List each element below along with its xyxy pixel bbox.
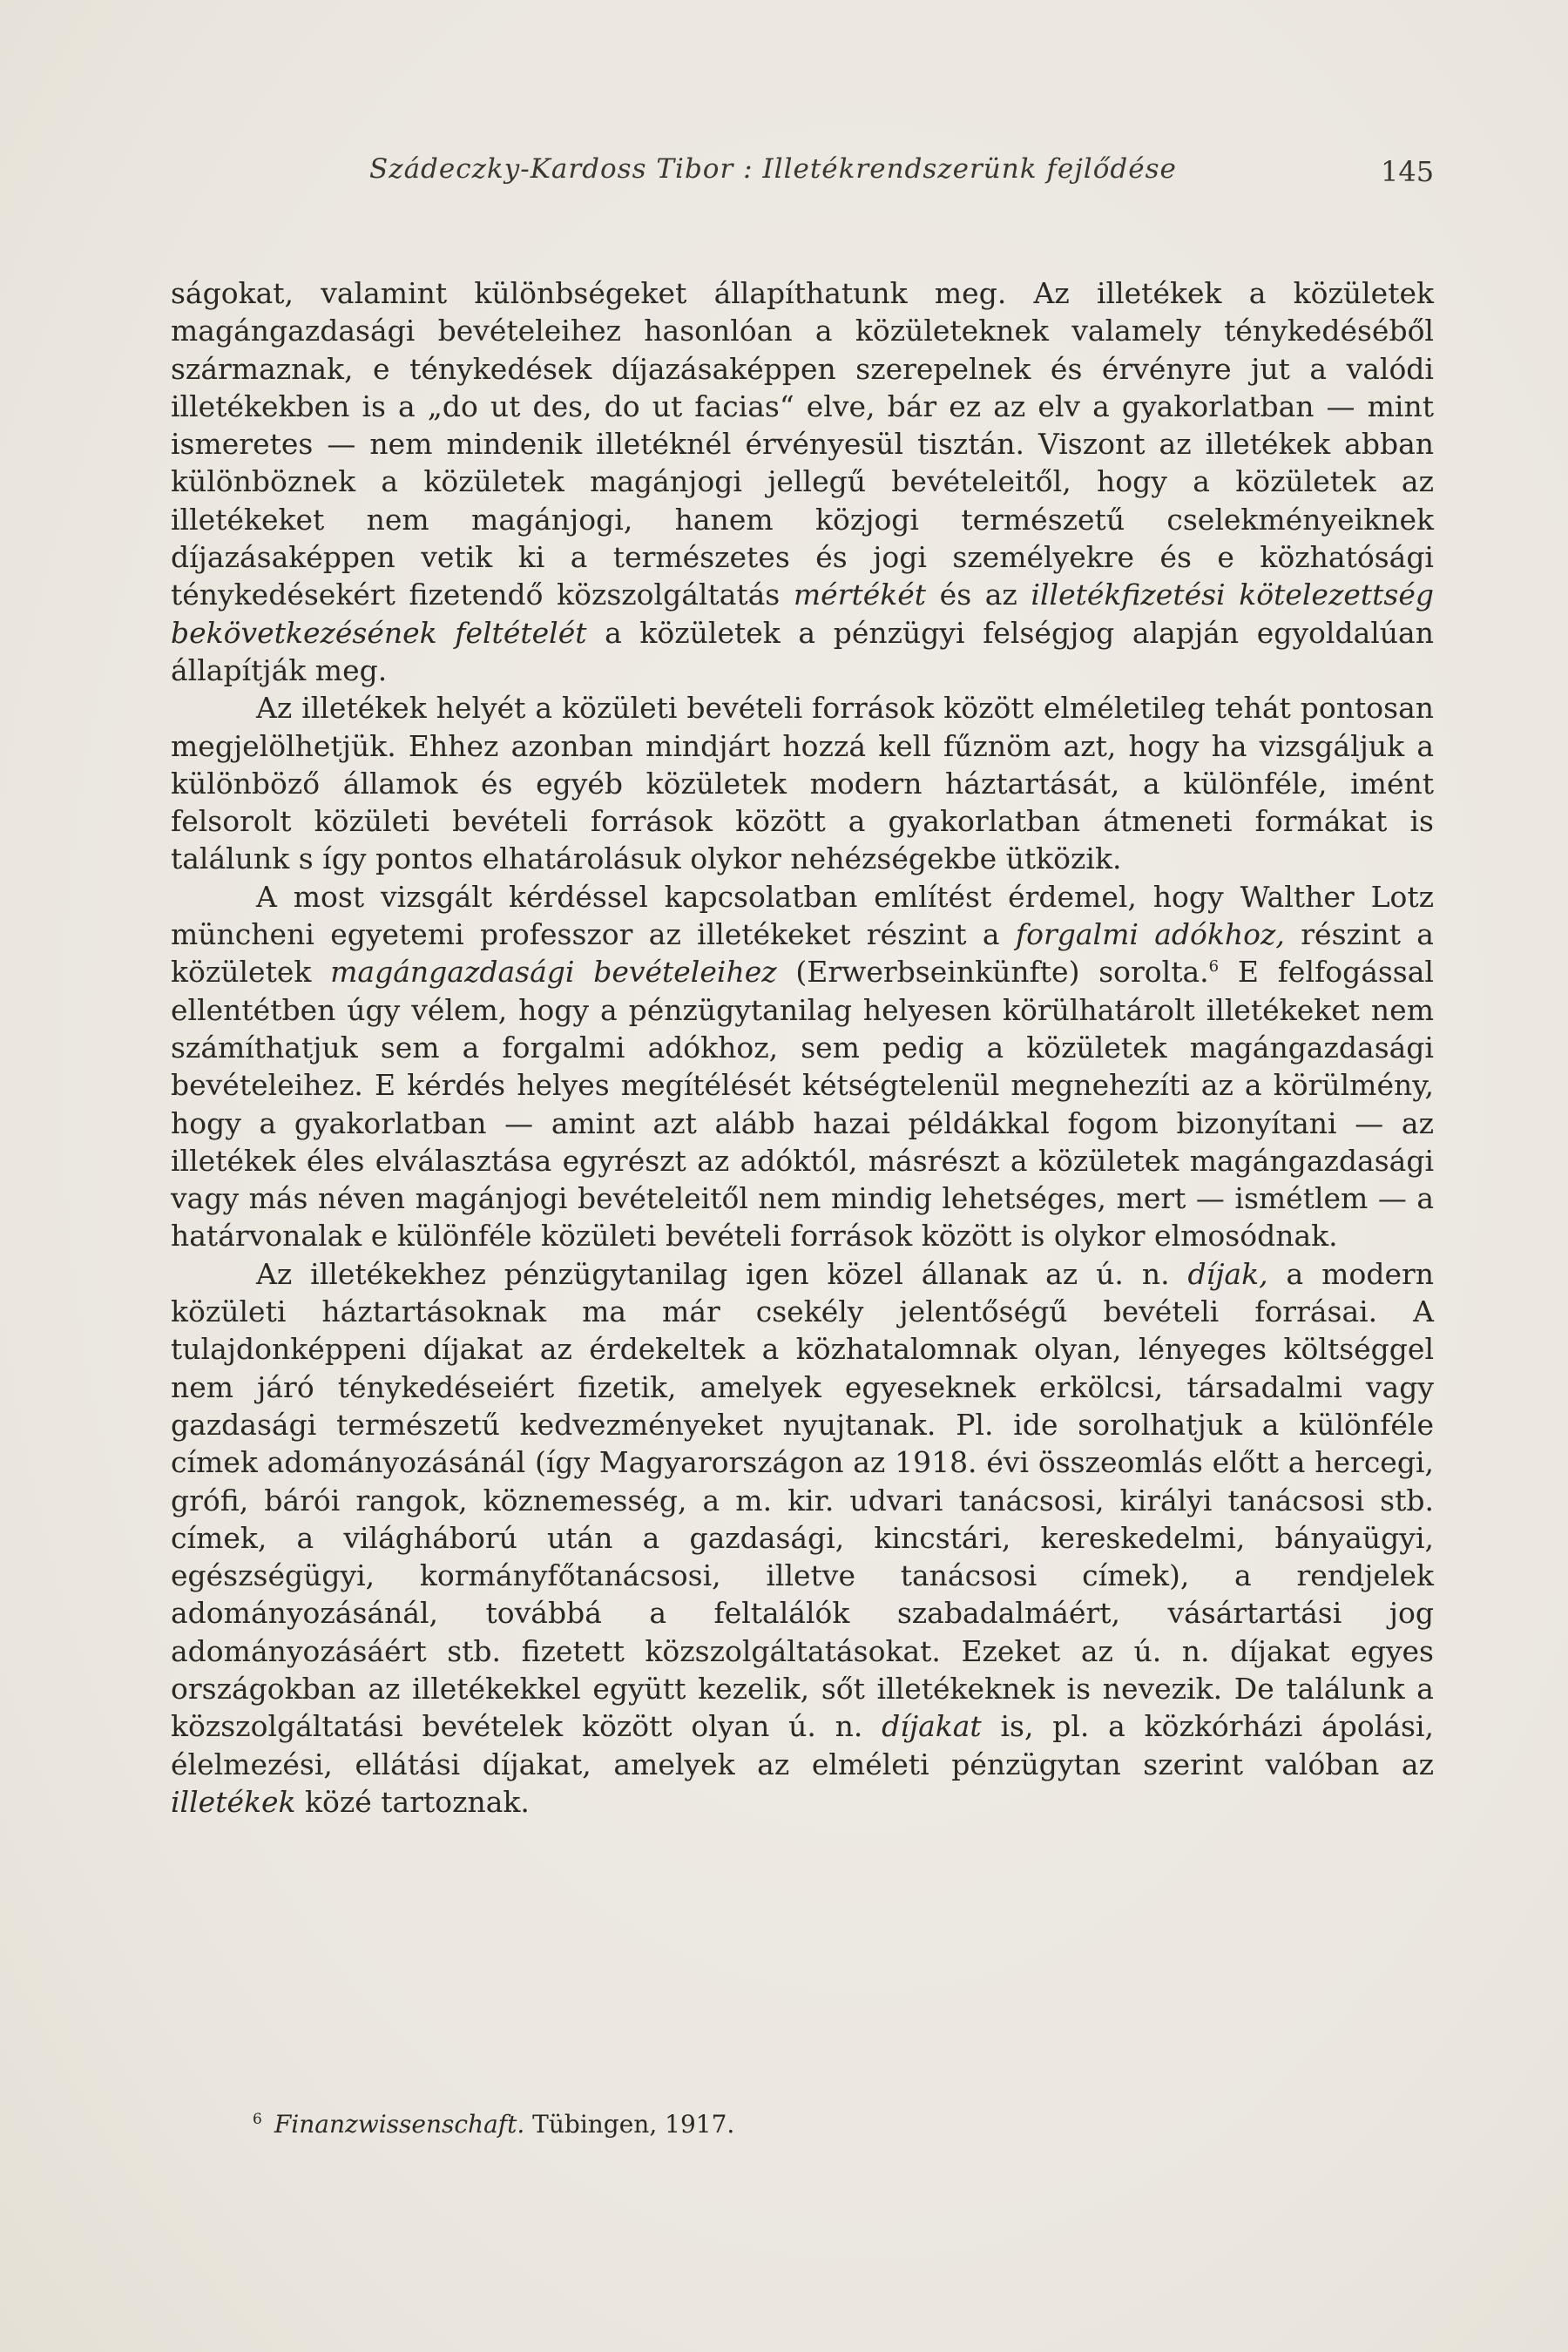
text-run: ságokat, valamint különbségeket állapíthatunk meg. Az illetékek a közületek magángazdasági bevételeihez hasonlóan a közületeknek valamely ténykedéséből származnak, e ténykedések díjazásaképpen szerepelnek és érvényre jut a valódi illetékekben is a „do ut des, do ut facias“ elve, bár ez az elv a gyakorlatban — mint ismeretes — nem mindenik illetéknél érvényesül tisztán. Viszont az illetékek abban különböznek a közületek magánjogi jellegű bevételeitől, hogy a közületek az illetékeket nem magánjogi, hanem közjogi természetű cselekményeiknek díjazásaképpen vetik ki a természetes és jogi személyekre és e közhatósági ténykedésekért fizetendő közszolgáltatás <box>171 276 1434 612</box>
paragraph <box>171 689 1434 877</box>
text-run: és az <box>926 578 1031 612</box>
text-run: Az illetékekhez pénzügytanilag igen közel állanak az ú. n. <box>256 1256 1188 1291</box>
body-text <box>171 274 1434 1821</box>
paragraph <box>171 1255 1434 1821</box>
italic-run: mértékét <box>793 578 927 612</box>
italic-run: díjakat <box>882 1709 982 1744</box>
paragraph <box>171 878 1434 1255</box>
italic-run: illetékek <box>171 1784 296 1819</box>
running-head-title: Szádeczky-Kardoss Tibor : Illetékrendszerünk fejlődése <box>369 153 1177 185</box>
text-run: közé tartoznak. <box>295 1784 530 1819</box>
italic-run: forgalmi adókhoz, <box>1015 917 1285 952</box>
text-run: Az illetékek helyét a közületi bevételi források között elméletileg tehát pontosan megjelölhetjük. Ehhez azonban mindjárt hozzá kell fűznöm azt, hogy ha vizsgáljuk a különböző államok és egyéb közületek modern háztartását, a különféle, imént felsorolt közületi bevételi források között a gyakorlatban átmeneti formákat is találunk s így pontos elhatárolásuk olykor nehézségekbe ütközik. <box>171 691 1434 876</box>
italic-run: magángazdasági bevételeihez <box>330 955 777 990</box>
footnote-text: Tübingen, 1917. <box>524 2110 735 2139</box>
footnote-title: Finanzwissenschaft. <box>274 2110 525 2139</box>
footnote <box>253 2110 734 2139</box>
italic-run: illetékfizetési kötelezettség bekövetkezésének feltételét <box>171 578 1434 650</box>
text-run: (Erwerbseinkünfte) sorolta. <box>776 955 1209 990</box>
paragraph <box>171 274 1434 689</box>
footnote-ref: 6 <box>1208 957 1220 977</box>
text-run: A most vizsgált kérdéssel kapcsolatban említést érdemel, hogy Walther Lotz müncheni egyetemi professzor az illetékeket részint a <box>171 879 1434 952</box>
italic-run: díjak, <box>1187 1256 1268 1291</box>
running-head <box>0 153 1568 188</box>
footnote-mark: 6 <box>253 2110 262 2128</box>
text-run: részint a közületek <box>171 917 1434 990</box>
text-run: E felfogással ellentétben úgy vélem, hogy a pénzügytanilag helyesen körülhatárolt illetékeket nem számíthatjuk sem a forgalmi adókhoz, sem pedig a közületek magángazdasági bevételeihez. E kérdés helyes megítélését kétségtelenül megnehezíti az a körülmény, hogy a gyakorlatban — amint azt alább hazai példákkal fogom bizonyítani — az illetékek éles elválasztása egyrészt az adóktól, másrészt a közületek magángazdasági vagy más néven magánjogi bevételeitől nem mindig lehetséges, mert — ismétlem — a határvonalak e különféle közületi bevételi források között is olykor elmosódnak. <box>171 955 1434 1254</box>
text-run: a modern közületi háztartásoknak ma már csekély jelentőségű bevételi forrásai. A tulajdonképpeni díjakat az érdekeltek a közhatalomnak olyan, lényeges költséggel nem járó ténykedéseiért fizetik, amelyek egyeseknek erkölcsi, társadalmi vagy gazdasági természetű kedvezményeket nyujtanak. Pl. ide sorolhatjuk a különféle címek adományozásánál (így Magyarországon az 1918. évi összeomlás előtt a hercegi, grófi, bárói rangok, köznemesség, a m. kir. udvari tanácsosi, királyi tanácsosi stb. címek, a világháború után a gazdasági, kincstári, kereskedelmi, bányaügyi, egészségügyi, kormányfőtanácsosi, illetve tanácsosi címek), a rendjelek adományozásánál, továbbá a feltalálók szabadalmáért, vásártartási jog adományozásáért stb. fizetett közszolgáltatásokat. Ezeket az ú. n. díjakat egyes országokban az illetékekkel együtt kezelik, sőt illetékeknek is nevezik. De találunk a közszolgáltatási bevételek között olyan ú. n. <box>171 1256 1434 1744</box>
text-run: is, pl. a közkórházi ápolási, élelmezési, ellátási díjakat, amelyek az elméleti pénzügytan szerint valóban az <box>171 1709 1434 1781</box>
text-run: a közületek a pénzügyi felségjog alapján egyoldalúan állapítják meg. <box>171 615 1434 687</box>
page-number: 145 <box>1381 155 1435 188</box>
